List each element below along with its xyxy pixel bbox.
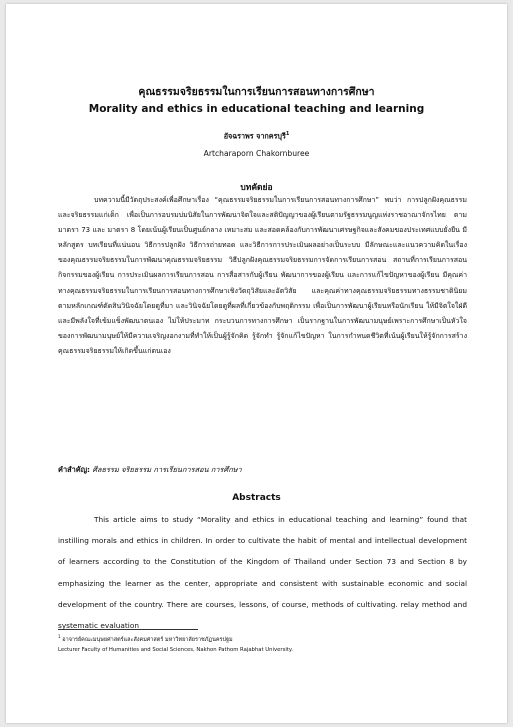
footnote-thai	[58, 634, 233, 644]
keywords-value: ศีลธรรม จริยธรรม การเรียนการสอน การศึกษา	[92, 465, 242, 474]
abstract-english-heading: Abstracts	[232, 493, 281, 503]
footnote-mark: 1	[58, 634, 61, 639]
abstract-english-body: This article aims to study “Morality and ethics in educational teaching and learning” found that instilling morals and ethics in children. In order to cultivate the habit of mental and intellectual development of learners according to the Constitution of the Kingdom of Thailand under Section 73 and Section 8 by emphasizing the learner as the center, appropriate and consistent with sustainable economic and social development of the country. There are courses, lessons, of course, methods of cultivating. relay method and systematic evaluation	[58, 515, 467, 631]
keywords	[58, 464, 242, 476]
document-page	[6, 4, 507, 723]
footnote-thai-text: อาจารย์คณะมนุษยศาสตร์และสังคมศาสตร์ มหาวิทยาลัยราชภัฏนครปฐม	[62, 636, 233, 643]
footnote-divider	[58, 629, 198, 630]
title-thai: คุณธรรมจริยธรรมในการเรียนการสอนทางการศึกษา	[138, 86, 375, 98]
abstract-thai-heading: บทคัดย่อ	[240, 183, 273, 193]
author-thai-name: อัจฉราพร จากครบุรี	[223, 131, 286, 141]
abstract-thai-body: บทความนี้มีวัตถุประสงค์เพื่อศึกษาเรื่อง “คุณธรรมจริยธรรมในการเรียนการสอนทางการศึกษา” พบว่า การปลูกฝังคุณธรรมและจริยธรรมแก่เด็ก เพื่อเป็นการอบรมบ่มนิสัยในการพัฒนาจิตใจและสติปัญญาของผู้เรียนตามรัฐธรรมนูญแห่งราชอาณาจักรไทย ตามมาตรา 73 และ มาตรา 8 โดยเน้นผู้เรียนเป็นศูนย์กลาง เหมาะสม และสอดคล้องกับการพัฒนาเศรษฐกิจและสังคมของประเทศแบบยั่งยืน มีหลักสูตร บทเรียนที่แน่นอน วิธีการปลูกฝัง วิธีการถ่ายทอด และวิธีการการประเมินผลอย่างเป็นระบบ มีลักษณะและแนวความคิดในเรื่องของคุณธรรมจริยธรรมในการพัฒนาคุณธรรมจริยธรรม วิธีปลูกฝังคุณธรรมจริยธรรมการจัดการเรียนการสอน สถานที่การเรียนการสอน กิจกรรมของผู้เรียน การประเมินผลการเรียนการสอน การสื่อสารกับผู้เรียน พัฒนาการของผู้เรียน และการแก้ไขปัญหาของผู้เรียน มีคุณค่าทางคุณธรรมจริยธรรมในการเรียนการสอนทางการศึกษาเชิงวัตถุวิสัยและอัตวิสัย และคุณค่าทางคุณธรรมจริยธรรมทางธรรมชาตินิยม ตามหลักเกณฑ์ตัดสินวินิจฉัยโดยดูที่มา และวินิจฉัยโดยดูที่ผลที่เกี่ยวข้องกับพฤติกรรม เพื่อเป็นการพัฒนาผู้เรียนหรือนักเรียน ให้มีจิตใจใฝ่ดีและมีพลังใจที่เข้มแข็งพัฒนาตนเอง ไม่ให้ประมาท กระบวนการทางการศึกษา เป็นรากฐานในการพัฒนามนุษย์เพราะการศึกษาเป็นหัวใจของการพัฒนามนุษย์ให้มีความเจริญงอกงามที่ทำให้เป็นผู้รู้จักคิด รู้จักทำ รู้จักแก้ไขปัญหา ในการกำหนดชีวิตที่เน้นผู้เรียนให้รู้จักการสร้างคุณธรรมจริยธรรมให้เกิดขึ้นแก่ตนเอง	[58, 196, 467, 355]
footnote-english: Lecturer Faculty of Humanities and Social Sciences, Nakhon Pathom Rajabhat University.	[58, 647, 293, 653]
author-thai	[6, 131, 507, 142]
keywords-label: คำสำคัญ:	[58, 465, 90, 474]
author-footnote-mark: 1	[285, 131, 290, 137]
author-english: Artcharaporn Chakornburee	[203, 149, 310, 158]
title-english: Morality and ethics in educational teaching and learning	[88, 103, 425, 115]
